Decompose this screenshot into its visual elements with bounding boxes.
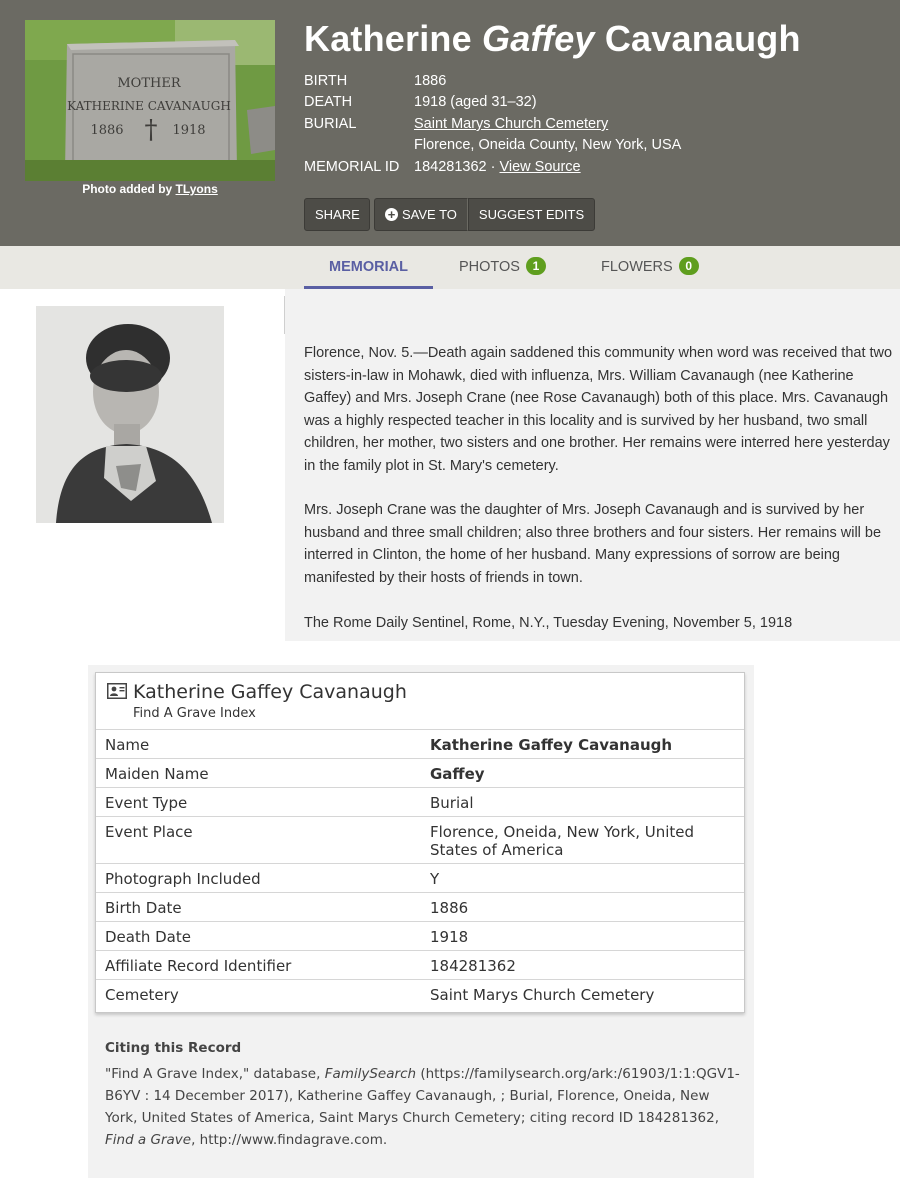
row-label: Death Date <box>105 928 191 946</box>
portrait-photo[interactable] <box>36 306 224 523</box>
photo-credit <box>25 182 275 196</box>
citation-part-3: , http://www.findagrave.com. <box>191 1132 388 1148</box>
photo-credit-user-link[interactable]: TLyons <box>175 182 218 196</box>
burial-cemetery-link[interactable]: Saint Marys Church Cemetery <box>414 116 609 132</box>
headstone-image <box>25 20 275 181</box>
share-button[interactable] <box>304 198 370 231</box>
row-value: Katherine Gaffey Cavanaugh <box>430 736 673 754</box>
view-source-link[interactable]: View Source <box>499 159 581 175</box>
headstone-text-name: KATHERINE CAVANAUGH <box>67 99 231 113</box>
row-value: Gaffey <box>430 765 485 783</box>
record-title: Katherine Gaffey Cavanaugh <box>133 681 407 703</box>
suggest-edits-button[interactable] <box>468 198 595 231</box>
headstone-photo[interactable] <box>25 20 275 181</box>
row-value: Y <box>430 870 440 888</box>
memorial-id-separator: · <box>490 159 496 175</box>
save-to-button[interactable] <box>374 198 468 231</box>
memorial-tabs <box>0 246 900 289</box>
row-label: Event Place <box>105 823 193 841</box>
record-card <box>95 672 745 1013</box>
table-row <box>96 921 744 950</box>
citation-part-2: (https://familysearch.org/ark:/61903/1:1:QGV1-B6YV : 14 December 2017), Katherine Gaffey Cavanaugh, ; Burial, Florence, Oneida, New York, United States of America, Saint Marys Church Cemetery; citing record ID 184281362, <box>105 1066 740 1126</box>
flowers-count-badge: 0 <box>679 257 699 275</box>
photos-count-badge: 1 <box>526 257 546 275</box>
table-row <box>96 758 744 787</box>
birth-value: 1886 <box>414 73 447 89</box>
tab-flowers[interactable] <box>601 246 699 289</box>
headstone-death-year: 1918 <box>172 123 206 138</box>
row-label: Name <box>105 736 150 754</box>
name-first: Katherine <box>304 18 472 59</box>
row-label: Maiden Name <box>105 765 209 783</box>
citation-part-1: "Find A Grave Index," database, <box>105 1066 325 1082</box>
citation-heading: Citing this Record <box>105 1040 242 1056</box>
name-maiden: Gaffey <box>482 18 595 59</box>
tab-flowers-label: FLOWERS <box>601 259 673 275</box>
row-label: Affiliate Record Identifier <box>105 957 292 975</box>
tab-photos-label: PHOTOS <box>459 259 520 275</box>
suggest-edits-button-label: SUGGEST EDITS <box>478 207 585 222</box>
table-row <box>96 950 744 979</box>
row-label: Photograph Included <box>105 870 261 888</box>
row-label: Cemetery <box>105 986 179 1004</box>
row-label: Event Type <box>105 794 188 812</box>
row-value: 1886 <box>430 899 469 917</box>
table-row <box>96 729 744 758</box>
citation-site: Find a Grave <box>105 1132 192 1148</box>
memorial-name <box>304 18 801 60</box>
photo-credit-label: Photo added by <box>82 182 173 196</box>
bio-paragraph-2: Mrs. Joseph Crane was the daughter of Mrs. Joseph Cavanaugh and is survived by her husband and three small children; also three brothers and four sisters. Her remains will be interred in Clinton, the home of her husband. Many expressions of sorrow are being manifested by their hosts of friends in town. <box>304 502 882 586</box>
burial-location: Florence, Oneida County, New York, USA <box>414 137 682 153</box>
name-last: Cavanaugh <box>604 18 801 59</box>
row-value: 184281362 <box>430 957 516 975</box>
tab-memorial[interactable] <box>304 246 433 289</box>
row-value: Saint Marys Church Cemetery <box>430 986 655 1004</box>
row-value: 1918 <box>430 928 469 946</box>
portrait-image <box>36 306 224 523</box>
record-person-icon <box>107 683 127 699</box>
memorial-id-label: MEMORIAL ID <box>304 159 400 175</box>
birth-label: BIRTH <box>304 73 348 89</box>
row-value: Florence, Oneida, New York, United States of America <box>430 823 695 859</box>
table-row <box>96 863 744 892</box>
table-row <box>96 892 744 921</box>
row-label: Birth Date <box>105 899 182 917</box>
death-value: 1918 (aged 31–32) <box>414 94 537 110</box>
citation-source: FamilySearch <box>324 1066 417 1082</box>
tab-photos[interactable] <box>459 246 546 289</box>
record-collection: Find A Grave Index <box>133 706 256 721</box>
table-row <box>96 979 744 1008</box>
burial-label: BURIAL <box>304 116 357 132</box>
memorial-actions <box>304 198 595 231</box>
memorial-id-value-group <box>414 159 581 175</box>
memorial-id-value: 184281362 <box>414 159 487 175</box>
headstone-birth-year: 1886 <box>90 123 124 138</box>
bio-paragraph-1: Florence, Nov. 5.—Death again saddened this community when word was received that two sisters-in-law in Mohawk, died with influenza, Mrs. William Cavanaugh (nee Katherine Gaffey) and Mrs. Joseph Crane (nee Rose Cavanaugh) both of this place. Mrs. Cavanaugh was a highly respected teacher in this locality and is survived by her husband, two small children, her mother, two sisters and one brother. Her remains were interred here yesterday in the family plot in St. Mary's cemetery. <box>304 345 893 474</box>
table-row <box>96 787 744 816</box>
row-value: Burial <box>430 794 474 812</box>
share-button-label: SHARE <box>315 207 360 222</box>
table-row <box>96 816 744 863</box>
save-to-button-label: SAVE TO <box>402 207 457 222</box>
citation-text <box>105 1063 745 1151</box>
plus-circle-icon: + <box>385 208 398 221</box>
bio-source-line: The Rome Daily Sentinel, Rome, N.Y., Tuesday Evening, November 5, 1918 <box>304 615 793 631</box>
headstone-cross: † <box>144 115 158 145</box>
tab-memorial-label: MEMORIAL <box>329 259 408 275</box>
death-label: DEATH <box>304 94 353 110</box>
headstone-text-mother: MOTHER <box>117 76 181 91</box>
